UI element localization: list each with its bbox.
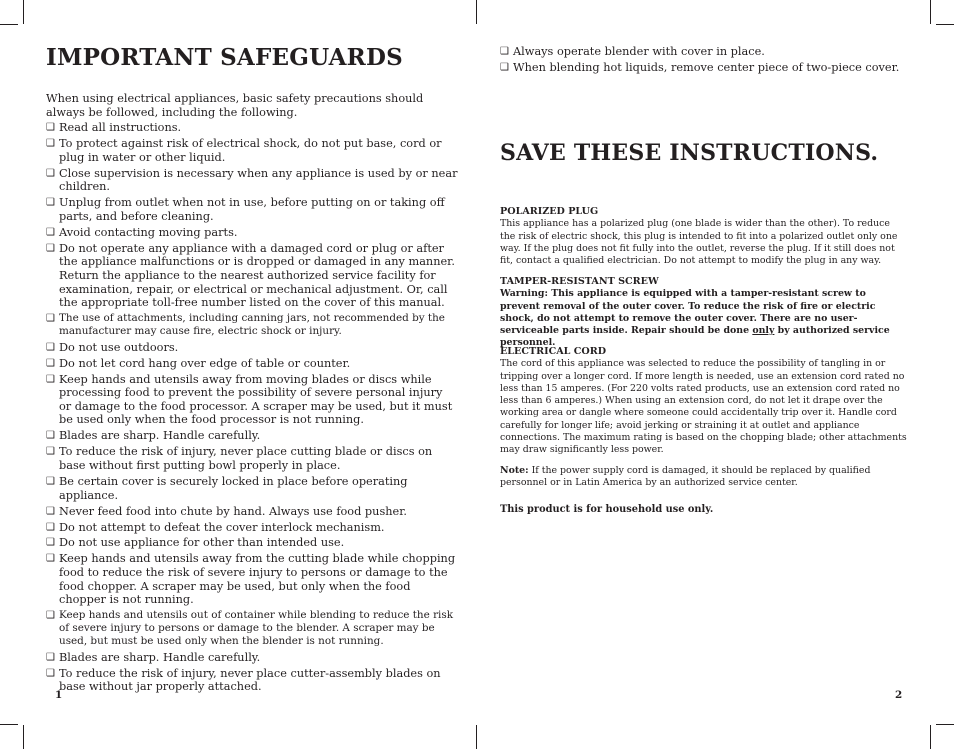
polarized-plug-heading: POLARIZED PLUG <box>500 206 599 217</box>
list-item <box>46 137 458 164</box>
page-number-left: 1 <box>55 689 63 701</box>
checkbox-bullet-icon: ❑ <box>46 167 55 179</box>
list-item <box>500 44 908 60</box>
checkbox-bullet-icon: ❑ <box>46 521 55 533</box>
checkbox-bullet-icon: ❑ <box>46 553 55 565</box>
list-item-text: Do not use outdoors. <box>59 340 179 354</box>
checkbox-bullet-icon: ❑ <box>46 341 55 353</box>
list-item <box>46 121 458 135</box>
list-item <box>46 536 458 550</box>
crop-mark-bottom-right <box>930 725 931 749</box>
list-item-text: Unplug from outlet when not in use, before putting on or taking off parts, and before cleaning. <box>59 196 445 223</box>
list-item <box>46 445 458 472</box>
crop-mark-bottom-left <box>23 725 24 749</box>
checkbox-bullet-icon: ❑ <box>500 46 509 57</box>
list-item <box>46 609 458 648</box>
checkbox-bullet-icon: ❑ <box>46 475 55 487</box>
list-item <box>46 651 458 665</box>
list-item <box>46 552 458 606</box>
checkbox-bullet-icon: ❑ <box>46 610 55 622</box>
crop-mark-bottom-center <box>476 725 477 749</box>
tamper-screw-section <box>500 276 908 350</box>
checkbox-bullet-icon: ❑ <box>46 446 55 458</box>
list-item-text: Read all instructions. <box>59 121 182 135</box>
list-item-text: Keep hands and utensils away from the cutting blade while chopping food to reduce the risk of severe injury to persons or damage to the food chopper. A scraper may be used, but only when the food chopper is not running. <box>59 552 456 607</box>
checkbox-bullet-icon: ❑ <box>46 313 55 325</box>
checkbox-bullet-icon: ❑ <box>46 138 55 150</box>
list-item-text: Keep hands and utensils away from moving blades or discs while processing food to prevent the possibility of severe personal injury or damage to the food processor. A scraper may be used, but it must be used only when the food processor is not running. <box>59 372 453 427</box>
list-item-text: Keep hands and utensils out of container while blending to reduce the risk of severe injury to persons or damage to the blender. A scraper may be used, but must be used only when the blender is not running. <box>59 609 453 648</box>
crop-mark-top-left <box>23 0 24 24</box>
list-item-text: To reduce the risk of injury, never place cutting blade or discs on base without first putting bowl properly in place. <box>59 445 433 472</box>
checkbox-bullet-icon: ❑ <box>46 197 55 209</box>
note-text: Note: If the power supply cord is damaged, it should be replaced by qualified personnel or in Latin America by an authorized service center. <box>500 465 871 489</box>
checkbox-bullet-icon: ❑ <box>46 505 55 517</box>
intro-text: When using electrical appliances, basic safety precautions should always be followed, including the following. <box>46 92 424 119</box>
list-item-text: Do not let cord hang over edge of table or counter. <box>59 356 351 370</box>
checkbox-bullet-icon: ❑ <box>46 242 55 254</box>
page-number-right: 2 <box>895 689 903 701</box>
crop-mark-top-right-h <box>936 24 954 25</box>
list-item-text: To reduce the risk of injury, never place cutter-assembly blades on base without jar properly attached. <box>59 666 441 694</box>
checkbox-bullet-icon: ❑ <box>500 62 509 73</box>
continued-safeguards-list <box>500 44 908 76</box>
list-item <box>500 60 908 76</box>
page-title-save-instructions: SAVE THESE INSTRUCTIONS. <box>500 140 879 166</box>
list-item <box>46 475 458 502</box>
crop-mark-bottom-right-h <box>936 724 954 725</box>
household-use-text: This product is for household use only. <box>500 504 714 515</box>
list-item <box>46 521 458 535</box>
list-item-text: Always operate blender with cover in place. <box>513 45 765 58</box>
checkbox-bullet-icon: ❑ <box>46 667 55 679</box>
crop-mark-bottom-left-h <box>0 724 18 725</box>
page-title-important-safeguards: IMPORTANT SAFEGUARDS <box>46 44 403 71</box>
checkbox-bullet-icon: ❑ <box>46 122 55 134</box>
list-item-text: Do not operate any appliance with a damaged cord or plug or after the appliance malfunctions or is dropped or damaged in any manner. Return the appliance to the nearest authorized service facility for examination, repair, or electrical or mechanical adjustment. Or, call the appropriate toll-free number listed on the cover of this manual. <box>59 241 455 310</box>
tamper-screw-warning: Warning: This appliance is equipped with a tamper-resistant screw to prevent removal of the outer cover. To reduce the risk of fire or electric shock, do not attempt to remove the outer cover. There are no user-serviceable parts inside. Repair should be done only by authorized service personnel. <box>500 288 890 349</box>
list-item-text: Do not use appliance for other than intended use. <box>59 536 345 550</box>
safeguards-list <box>46 92 458 696</box>
list-item <box>46 357 458 371</box>
list-item-text: The use of attachments, including canning jars, not recommended by the manufacturer may cause fire, electric shock or injury. <box>59 312 445 338</box>
list-item-text: To protect against risk of electrical shock, do not put base, cord or plug in water or other liquid. <box>59 137 442 164</box>
list-item <box>46 429 458 443</box>
checkbox-bullet-icon: ❑ <box>46 226 55 238</box>
electrical-cord-heading: ELECTRICAL CORD <box>500 346 607 357</box>
checkbox-bullet-icon: ❑ <box>46 651 55 663</box>
list-item <box>46 196 458 223</box>
list-item-text: Never feed food into chute by hand. Always use food pusher. <box>59 504 407 518</box>
crop-mark-top-left-h <box>0 24 18 25</box>
list-item <box>46 667 458 694</box>
checkbox-bullet-icon: ❑ <box>46 357 55 369</box>
list-item-text: Blades are sharp. Handle carefully. <box>59 429 261 443</box>
checkbox-bullet-icon: ❑ <box>46 373 55 385</box>
checkbox-bullet-icon: ❑ <box>46 430 55 442</box>
polarized-plug-section <box>500 206 908 267</box>
list-item <box>46 373 458 427</box>
crop-mark-top-center <box>476 0 477 24</box>
list-item <box>46 242 458 310</box>
checkbox-bullet-icon: ❑ <box>46 537 55 549</box>
electrical-cord-section <box>500 346 908 457</box>
electrical-cord-text: The cord of this appliance was selected to reduce the possibility of tangling in or tripping over a longer cord. If more length is needed, use an extension cord rated no less than 15 amperes. (For 220 volts rated products, use an extension cord rated no less than 6 amperes.) When using an extension cord, do not let it drape over the working area or dangle where someone could accidentally trip over it. Handle cord carefully for longer life; avoid jerking or straining it at outlet and appliance connections. The maximum rating is based on the chopping blade; other attachments may draw significantly less power. <box>500 358 907 456</box>
polarized-plug-text: This appliance has a polarized plug (one blade is wider than the other). To reduce the risk of electric shock, this plug is intended to fit into a polarized outlet only one way. If the plug does not fit fully into the outlet, reverse the plug. If it still does not fit, contact a qualified electrician. Do not attempt to modify the plug in any way. <box>500 218 898 267</box>
list-item <box>46 505 458 519</box>
list-item <box>46 341 458 355</box>
list-item <box>46 312 458 338</box>
list-item <box>46 226 458 240</box>
list-item-text: Blades are sharp. Handle carefully. <box>59 650 261 664</box>
list-item-text: Be certain cover is securely locked in place before operating appliance. <box>59 474 408 502</box>
list-item-text: Do not attempt to defeat the cover interlock mechanism. <box>59 520 385 534</box>
list-item-text: When blending hot liquids, remove center piece of two-piece cover. <box>513 61 900 74</box>
list-item-text: Avoid contacting moving parts. <box>59 225 238 239</box>
note-section <box>500 465 908 490</box>
crop-mark-top-right <box>930 0 931 24</box>
list-item-text: Close supervision is necessary when any appliance is used by or near children. <box>59 166 458 194</box>
list-item <box>46 167 458 194</box>
tamper-screw-heading: TAMPER-RESISTANT SCREW <box>500 276 659 287</box>
